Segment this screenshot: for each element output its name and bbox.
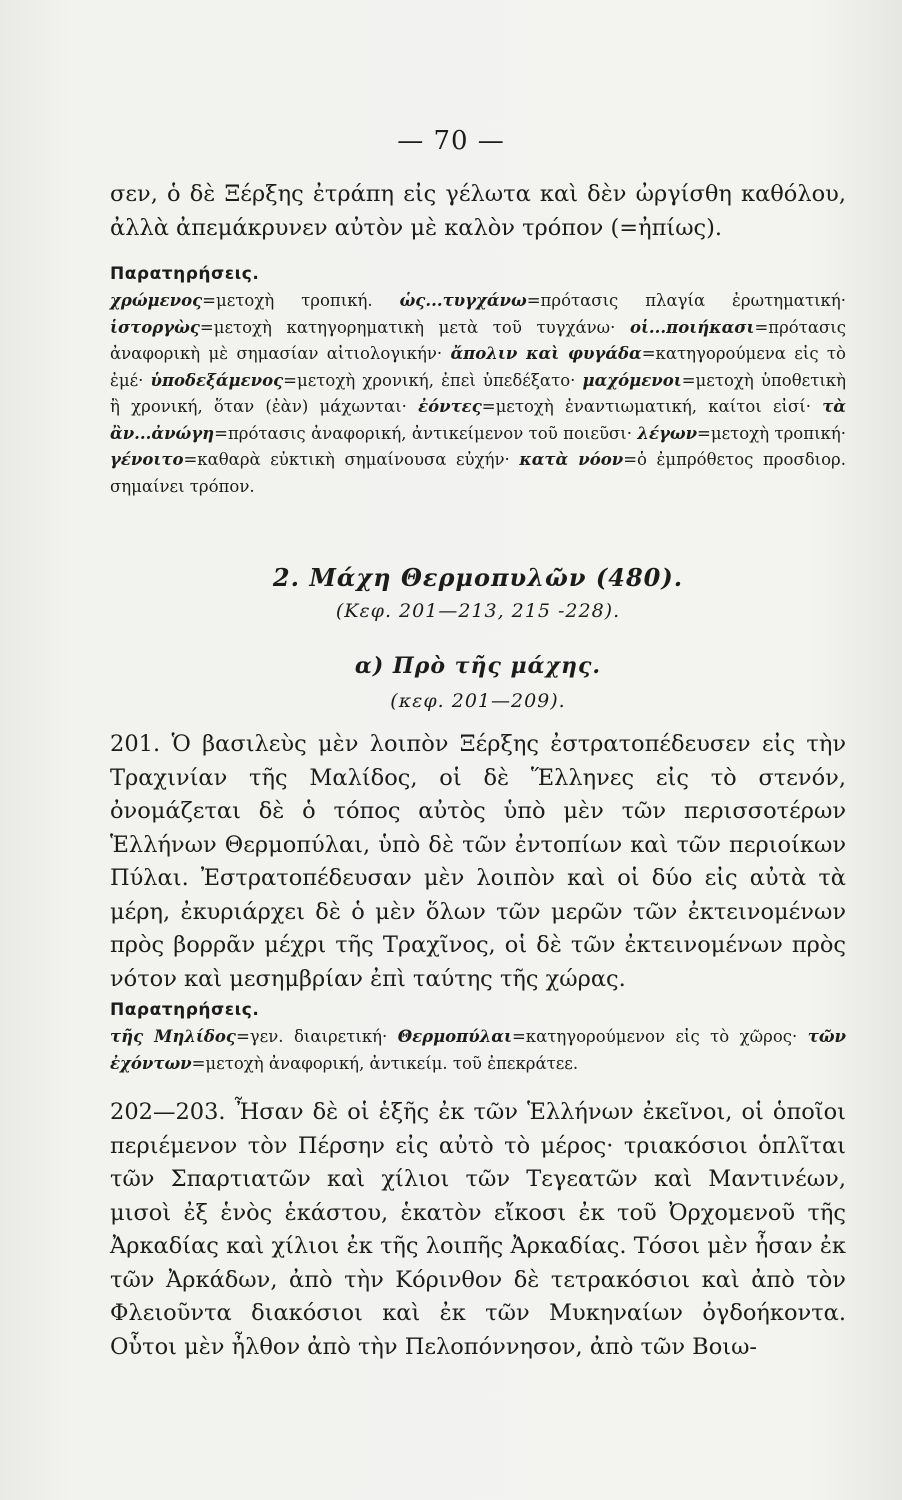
- note-term: μαχόμενοι: [582, 370, 682, 390]
- note-term: ὑποδεξάμενος: [150, 370, 284, 390]
- note-term: τὰ ἂν...ἀνώγη: [110, 397, 846, 443]
- note-item: ἐόντες=μετοχὴ ἐναντιωματική, καίτοι εἰσί·: [418, 397, 823, 416]
- note-term: χρώμενος: [110, 291, 203, 310]
- note-item: λέγων=μετοχὴ τροπική·: [637, 423, 846, 443]
- note-item: οἱ...ποιήκασι=πρότασις ἀναφορικὴ μὲ σημασίαν αἰτιολογικήν·: [110, 317, 846, 363]
- notes-paragraph-1: [110, 288, 846, 500]
- notes-heading-2: Παρατηρήσεις.: [110, 1000, 260, 1020]
- note-term: τῆς Μηλίδος: [110, 1027, 236, 1046]
- note-item: ἄπολιν καὶ φυγάδα=κατηγορούμενα εἰς τὸ ἐμέ·: [110, 344, 846, 390]
- note-term: γένοιτο: [110, 450, 184, 469]
- subsection-title: α) Πρὸ τῆς μάχης.: [354, 653, 602, 679]
- note-item: Θερμοπύλαι=κατηγορούμενον εἰς τὸ χῶρος·: [397, 1027, 808, 1046]
- note-term: Θερμοπύλαι: [397, 1027, 512, 1046]
- note-term: κατὰ νόον: [519, 450, 624, 469]
- note-item: ἱστοργὼς=μετοχὴ κατηγορηματικὴ μετὰ τοῦ τυγχάνω·: [110, 317, 630, 337]
- note-item: μαχόμενοι=μετοχὴ ὑποθετικὴ ἢ χρονική, ὅταν (ἐὰν) μάχωνται·: [110, 370, 846, 416]
- note-item: χρώμενος=μετοχὴ τροπική.: [110, 291, 400, 310]
- section-title: 2. Μάχη Θερμοπυλῶν (480).: [272, 563, 684, 592]
- note-item: κατὰ νόον=ὁ ἐμπρόθετος προσδιορ. σημαίνει τρόπον.: [110, 450, 846, 496]
- paragraph-202: 202—203. Ἦσαν δὲ οἱ ἑξῆς ἐκ τῶν Ἑλλήνων ἐκεῖνοι, οἱ ὁποῖοι περιέμενον τὸν Πέρσην εἰς αὐτὸ τὸ μέρος· τριακόσιοι ὁπλῖται τῶν Σπαρτιατῶν καὶ χίλιοι τῶν Τεγεατῶν καὶ Μαντινέων, μισοὶ ἐξ ἑνὸς ἑκάστου, ἑκατὸν εἴκοσι ἐκ τοῦ Ὀρχομενοῦ τῆς Ἀρκαδίας καὶ χίλιοι ἐκ τῆς λοιπῆς Ἀρκαδίας. Τόσοι μὲν ἦσαν ἐκ τῶν Ἀρκάδων, ἀπὸ τὴν Κόρινθον δὲ τετρακόσιοι καὶ ἀπὸ τὸν Φλειοῦντα διακόσιοι καὶ ἐκ τῶν Μυκηναίων ὀγδοήκοντα. Οὗτοι μὲν ἦλθον ἀπὸ τὴν Πελοπόννησον, ἀπὸ τῶν Βοιω-: [110, 1099, 846, 1360]
- section-reference: (Κεφ. 201—213, 215 -228).: [335, 600, 621, 622]
- note-item: τὰ ἂν...ἀνώγη=πρότασις ἀναφορική, ἀντικείμενον τοῦ ποιεῦσι·: [110, 397, 846, 443]
- note-item: τῆς Μηλίδος=γεν. διαιρετική·: [110, 1027, 398, 1046]
- note-term: ἄπολιν καὶ φυγάδα: [450, 344, 642, 363]
- note-term: ἱστοργὼς: [110, 317, 200, 337]
- notes-heading-1: Παρατηρήσεις.: [110, 264, 260, 284]
- subsection-reference: (κεφ. 201—209).: [390, 690, 566, 712]
- note-term: τῶν ἐχόντων: [110, 1027, 846, 1073]
- note-item: ὡς...τυγχάνω=πρότασις πλαγία ἐρωτηματική·: [399, 291, 846, 310]
- paragraph-201: 201. Ὁ βασιλεὺς μὲν λοιπὸν Ξέρξης ἐστρατοπέδευσεν εἰς τὴν Τραχινίαν τῆς Μαλίδος, οἱ δὲ Ἕλληνες εἰς τὸ στενόν, ὀνομάζεται δὲ ὁ τόπος αὐτὸς ὑπὸ μὲν τῶν περισσοτέρων Ἑλλήνων Θερμοπύλαι, ὑπὸ δὲ τῶν ἐντοπίων καὶ τῶν περιοίκων Πύλαι. Ἐστρατοπέδευσαν μὲν λοιπὸν καὶ οἱ δύο εἰς αὐτὰ τὰ μέρη, ἐκυριάρχει δὲ ὁ μὲν ὅλων τῶν μερῶν τῶν ἐκτεινομένων πρὸς βορρᾶν μέχρι τῆς Τραχῖνος, οἱ δὲ τῶν ἐκτεινομένων πρὸς νότον καὶ μεσημβρίαν ἐπὶ ταύτης τῆς χώρας.: [110, 731, 846, 992]
- note-item: τῶν ἐχόντων=μετοχὴ ἀναφορική, ἀντικείμ. τοῦ ἐπεκράτεε.: [110, 1027, 846, 1073]
- note-term: λέγων: [637, 423, 698, 443]
- note-item: ὑποδεξάμενος=μετοχὴ χρονική, ἐπεὶ ὑπεδέξατο·: [150, 370, 583, 390]
- note-item: γένοιτο=καθαρὰ εὐκτικὴ σημαίνουσα εὐχήν·: [110, 450, 520, 469]
- note-term: οἱ...ποιήκασι: [629, 317, 755, 337]
- note-term: ἐόντες: [418, 397, 482, 416]
- notes-paragraph-2: [110, 1024, 846, 1077]
- page-number: — 70 —: [397, 126, 505, 156]
- intro-paragraph: σεν, ὁ δὲ Ξέρξης ἐτράπη εἰς γέλωτα καὶ δὲν ὠργίσθη καθόλου, ἀλλὰ ἀπεμάκρυνεν αὐτὸν μὲ καλὸν τρόπον (=ἠπίως).: [110, 181, 846, 241]
- note-term: ὡς...τυγχάνω: [399, 291, 527, 310]
